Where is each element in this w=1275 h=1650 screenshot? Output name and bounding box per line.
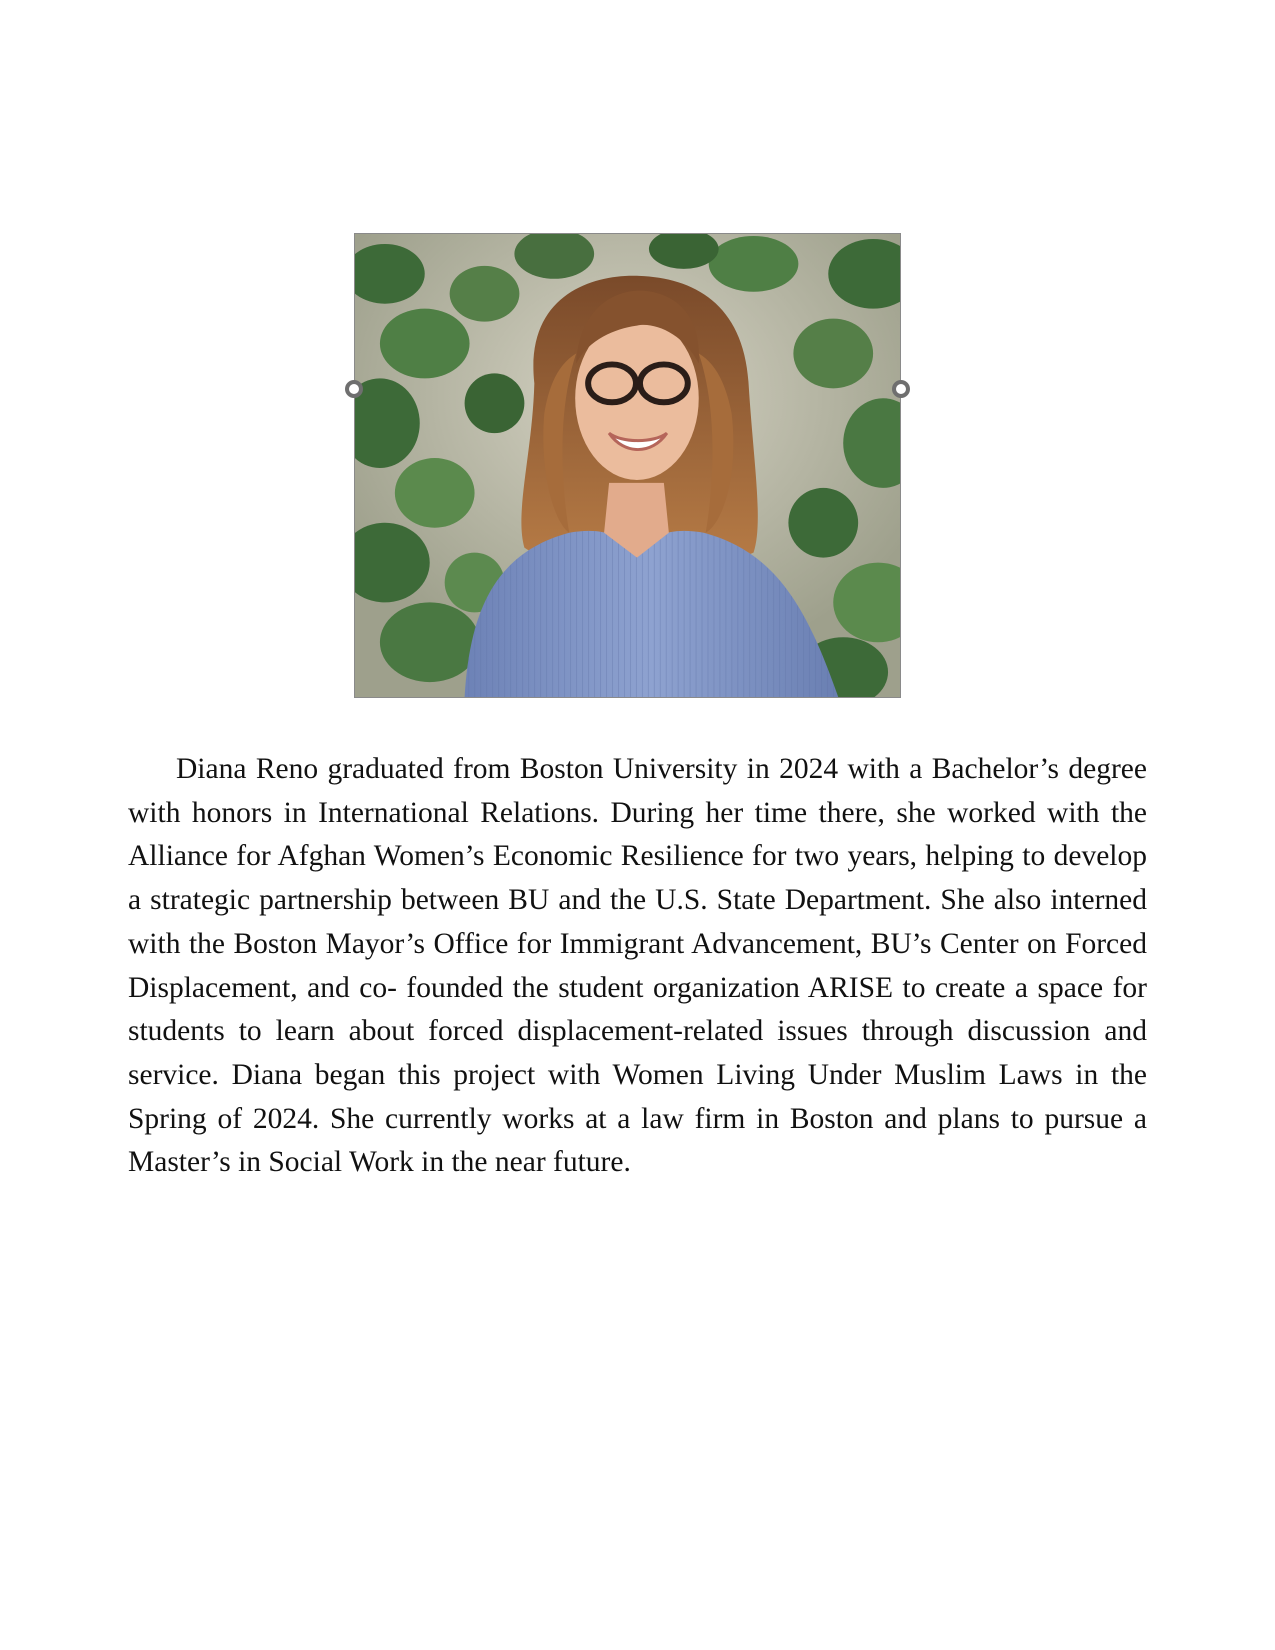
portrait-photo[interactable] bbox=[354, 233, 901, 698]
portrait-image bbox=[355, 234, 900, 697]
image-resize-handle-left[interactable] bbox=[345, 380, 363, 398]
bio-paragraph: Diana Reno graduated from Boston University in 2024 with a Bachelor’s degree with honors in International Relations. During her time there, she worked with the Alliance for Afghan Women’s Economic Resilience for two years, helping to develop a strategic partnership between BU and the U.S. State Department. She also interned with the Boston Mayor’s Office for Immigrant Advancement, BU’s Center on Forced Displacement, and co- founded the student organization ARISE to create a space for students to learn about forced displacement-related issues through discussion and service. Diana began this project with Women Living Under Muslim Laws in the Spring of 2024. She currently works at a law firm in Boston and plans to pursue a Master’s in Social Work in the near future. bbox=[128, 753, 1147, 1179]
image-resize-handle-right[interactable] bbox=[892, 380, 910, 398]
